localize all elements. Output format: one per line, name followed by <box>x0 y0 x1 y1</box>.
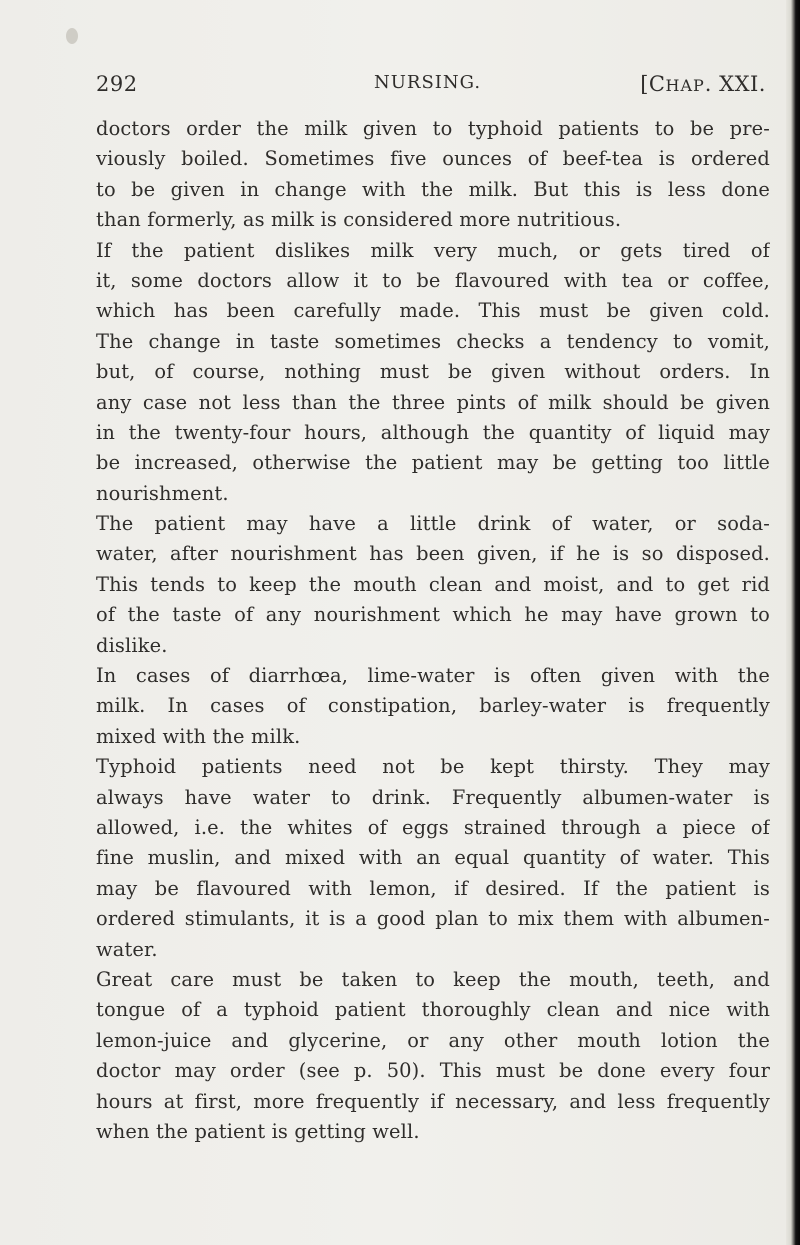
text-line: of the taste of any nourishment which he may have grown to <box>96 603 770 627</box>
text-line: If the patient dislikes milk very much, or gets tired of <box>96 238 770 262</box>
text-line: nourishment. <box>96 481 229 505</box>
page-number: 292 <box>96 72 138 96</box>
text-line: to be given in change with the milk. But this is less done <box>96 177 770 201</box>
text-line: when the patient is getting well. <box>96 1119 420 1143</box>
text-line: doctors order the milk given to typhoid patients to be pre- <box>96 117 770 140</box>
text-line: than formerly, as milk is considered more nutritious. <box>96 208 622 232</box>
text-line: may be flavoured with lemon, if desired. If the patient is <box>96 876 770 900</box>
text-line: fine muslin, and mixed with an equal quantity of water. This <box>96 846 770 870</box>
text-line: but, of course, nothing must be given without orders. In <box>96 360 770 384</box>
page-edge-shadow <box>786 0 800 1245</box>
paper-stain <box>66 28 78 44</box>
text-line: doctor may order (see p. 50). This must be done every four <box>96 1059 770 1083</box>
text-line: hours at first, more frequently if necessary, and less frequently <box>96 1089 770 1113</box>
text-line: This tends to keep the mouth clean and moist, and to get rid <box>96 572 770 596</box>
text-line: Great care must be taken to keep the mouth, teeth, and <box>96 967 770 991</box>
text-line: which has been carefully made. This must be given cold. <box>96 299 770 323</box>
body-text <box>96 114 770 1147</box>
text-line: In cases of diarrhœa, lime-water is often given with the <box>96 664 770 688</box>
text-line: in the twenty-four hours, although the quantity of liquid may <box>96 420 770 444</box>
running-title: NURSING. <box>374 72 482 93</box>
text-line: mixed with the milk. <box>96 724 301 748</box>
text-line: tongue of a typhoid patient thoroughly clean and nice with <box>96 998 770 1022</box>
text-line: water, after nourishment has been given, if he is so disposed. <box>96 542 770 566</box>
text-line: it, some doctors allow it to be flavoured with tea or coffee, <box>96 268 770 292</box>
text-line: be increased, otherwise the patient may be getting too little <box>96 451 770 475</box>
running-header <box>96 72 766 106</box>
text-line: always have water to drink. Frequently albumen-water is <box>96 785 770 809</box>
text-line: The change in taste sometimes checks a tendency to vomit, <box>96 329 770 353</box>
text-line: viously boiled. Sometimes five ounces of beef-tea is ordered <box>96 147 770 171</box>
text-line: dislike. <box>96 633 168 657</box>
text-line: any case not less than the three pints of milk should be given <box>96 390 770 414</box>
text-line: milk. In cases of constipation, barley-water is frequently <box>96 694 770 718</box>
text-line: The patient may have a little drink of water, or soda- <box>96 512 770 536</box>
text-line: Typhoid patients need not be kept thirsty. They may <box>96 755 770 779</box>
text-line: ordered stimulants, it is a good plan to mix them with albumen- <box>96 907 770 931</box>
text-line: lemon-juice and glycerine, or any other mouth lotion the <box>96 1028 770 1052</box>
text-line: water. <box>96 937 158 961</box>
text-line: allowed, i.e. the whites of eggs strained through a piece of <box>96 815 770 839</box>
chapter-label: [CHAP. XXI. <box>640 72 766 96</box>
